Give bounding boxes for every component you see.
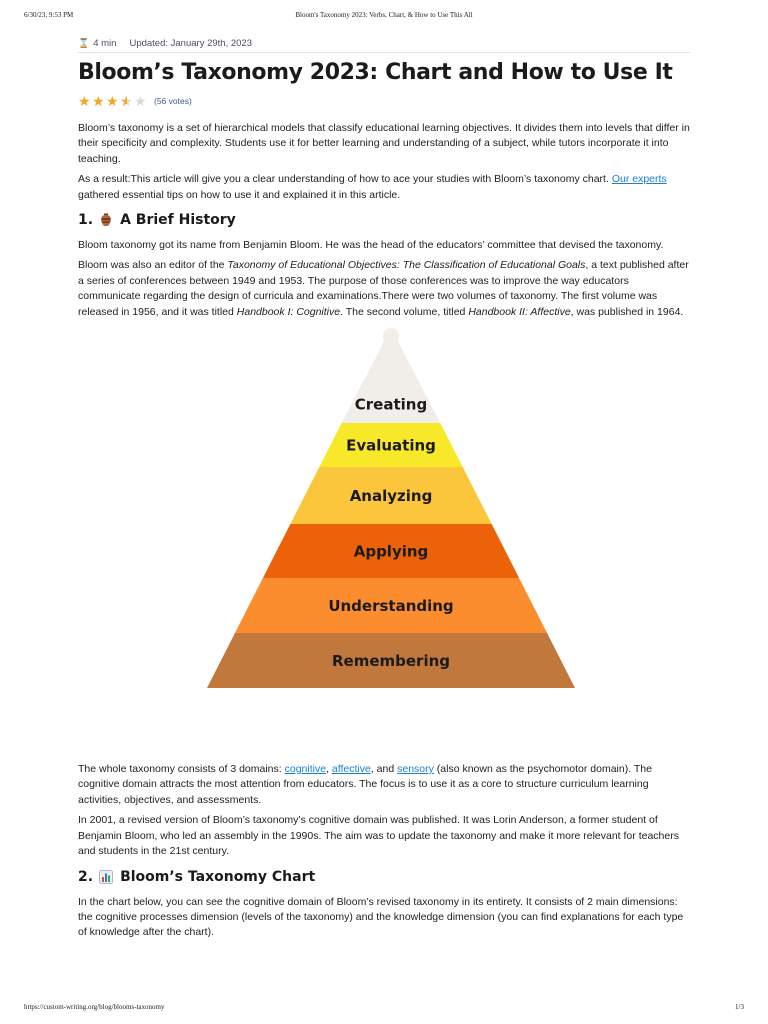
pyramid-label-creating: Creating: [354, 395, 428, 414]
print-footer: [0, 1003, 768, 1015]
text: Bloom was also an editor of the: [78, 259, 228, 272]
intro-text: As a result:This article will give you a clear understanding of how to ace your studies with Bloom’s taxonomy chart.: [78, 173, 612, 186]
text: . The second volume, titled: [340, 305, 469, 318]
text: (also known as the psychomotor domain). The cognitive domain attracts the most attention from educators. The focus is to use it as a core to structure curriculum learning activities, objectives, and assessments.: [78, 763, 652, 806]
vote-count: (56 votes): [154, 96, 192, 106]
updated-date: Updated: January 29th, 2023: [129, 37, 252, 49]
article-title: Bloom’s Taxonomy 2023: Chart and How to Use It: [78, 60, 673, 85]
section-heading-history: [78, 210, 690, 230]
section-number: 1.: [78, 212, 94, 229]
print-header: [0, 11, 768, 23]
page-number: 1/3: [735, 1003, 744, 1011]
section-number: 2.: [78, 868, 94, 885]
revision-paragraph: In 2001, a revised version of Bloom’s taxonomy’s cognitive domain was published. It was Lorin Anderson, a former student of Benjamin Bloom, who led an assembly in the 1990s. The aim was to update the taxonomy and make it more relevant for teachers and students in the 21st century.: [78, 814, 679, 858]
star-half-icon[interactable]: ★ ★: [120, 95, 133, 108]
intro-paragraph-2: [78, 172, 690, 203]
intro-text-end: gathered essential tips on how to use it and explained it in this article.: [78, 188, 401, 201]
text: , a text published after a series of conferences between 1949 and 1953. The purpose of those conferences was to improve the way educators communicate regarding the design of curricula and examinations.There were two volumes of taxonomy. The first volume was released in 1956, and it was titled: [78, 259, 689, 318]
amphora-icon: [99, 213, 113, 227]
pyramid-label-applying: Applying: [353, 542, 429, 561]
section-heading-chart: [78, 867, 690, 887]
print-doc-title: Bloom's Taxonomy 2023: Verbs, Chart, & How to Use This All: [295, 11, 473, 19]
domains-paragraph: [78, 762, 690, 808]
star-empty-icon[interactable]: ★: [134, 92, 147, 109]
pyramid-label-evaluating: Evaluating: [346, 436, 436, 455]
text: The whole taxonomy consists of 3 domains:: [78, 763, 285, 776]
sensory-link[interactable]: sensory: [397, 763, 434, 776]
cognitive-link[interactable]: cognitive: [284, 763, 327, 776]
book-title: Taxonomy of Educational Objectives: The Classification of Educational Goals: [227, 259, 586, 272]
text: , was published in 1964.: [570, 305, 684, 318]
star-icon[interactable]: ★: [92, 92, 105, 109]
rating[interactable]: [78, 93, 690, 109]
text: ,: [326, 763, 332, 776]
bar-chart-icon: [99, 870, 113, 884]
section-title: Bloom’s Taxonomy Chart: [120, 868, 316, 885]
our-experts-link[interactable]: Our experts: [611, 173, 667, 186]
text: , and: [370, 763, 398, 776]
hourglass-icon: ⌛: [78, 37, 90, 48]
page-url: https://custom-writing.org/blog/blooms-taxonomy: [24, 1003, 165, 1011]
pyramid-label-remembering: Remembering: [331, 652, 451, 671]
history-paragraph-2: [78, 258, 690, 320]
chart-paragraph: In the chart below, you can see the cognitive domain of Bloom’s revised taxonomy in its entirety. It consists of 2 main dimensions: the cognitive processes dimension (levels of the taxonomy) and the knowledge dimension (you can find explanations for each type of knowledge after the chart).: [78, 895, 684, 939]
pyramid-label-analyzing: Analyzing: [349, 487, 433, 506]
section-title: A Brief History: [120, 212, 236, 229]
pyramid-label-understanding: Understanding: [328, 597, 454, 616]
article: [78, 34, 690, 946]
affective-link[interactable]: affective: [331, 763, 371, 776]
pyramid-graphic: [78, 326, 690, 746]
star-icon[interactable]: ★: [106, 92, 119, 109]
print-date: 6/30/23, 9:53 PM: [24, 11, 74, 19]
article-meta: [78, 34, 690, 53]
blooms-pyramid: [78, 326, 690, 746]
handbook-title: Handbook II: Affective: [468, 305, 571, 318]
star-icon[interactable]: ★: [78, 92, 91, 109]
read-time: 4 min: [93, 37, 117, 49]
history-paragraph-1: Bloom taxonomy got its name from Benjamin Bloom. He was the head of the educators’ committee that devised the taxonomy.: [78, 239, 664, 252]
rating-stars[interactable]: [78, 92, 148, 109]
intro-paragraph-1: Bloom’s taxonomy is a set of hierarchical models that classify educational learning objectives. It divides them into levels that differ in their specificity and complexity. Students use it for better learning and understanding of a subject, while tutors incorporate it into teaching.: [78, 122, 690, 165]
handbook-title: Handbook I: Cognitive: [236, 305, 341, 318]
